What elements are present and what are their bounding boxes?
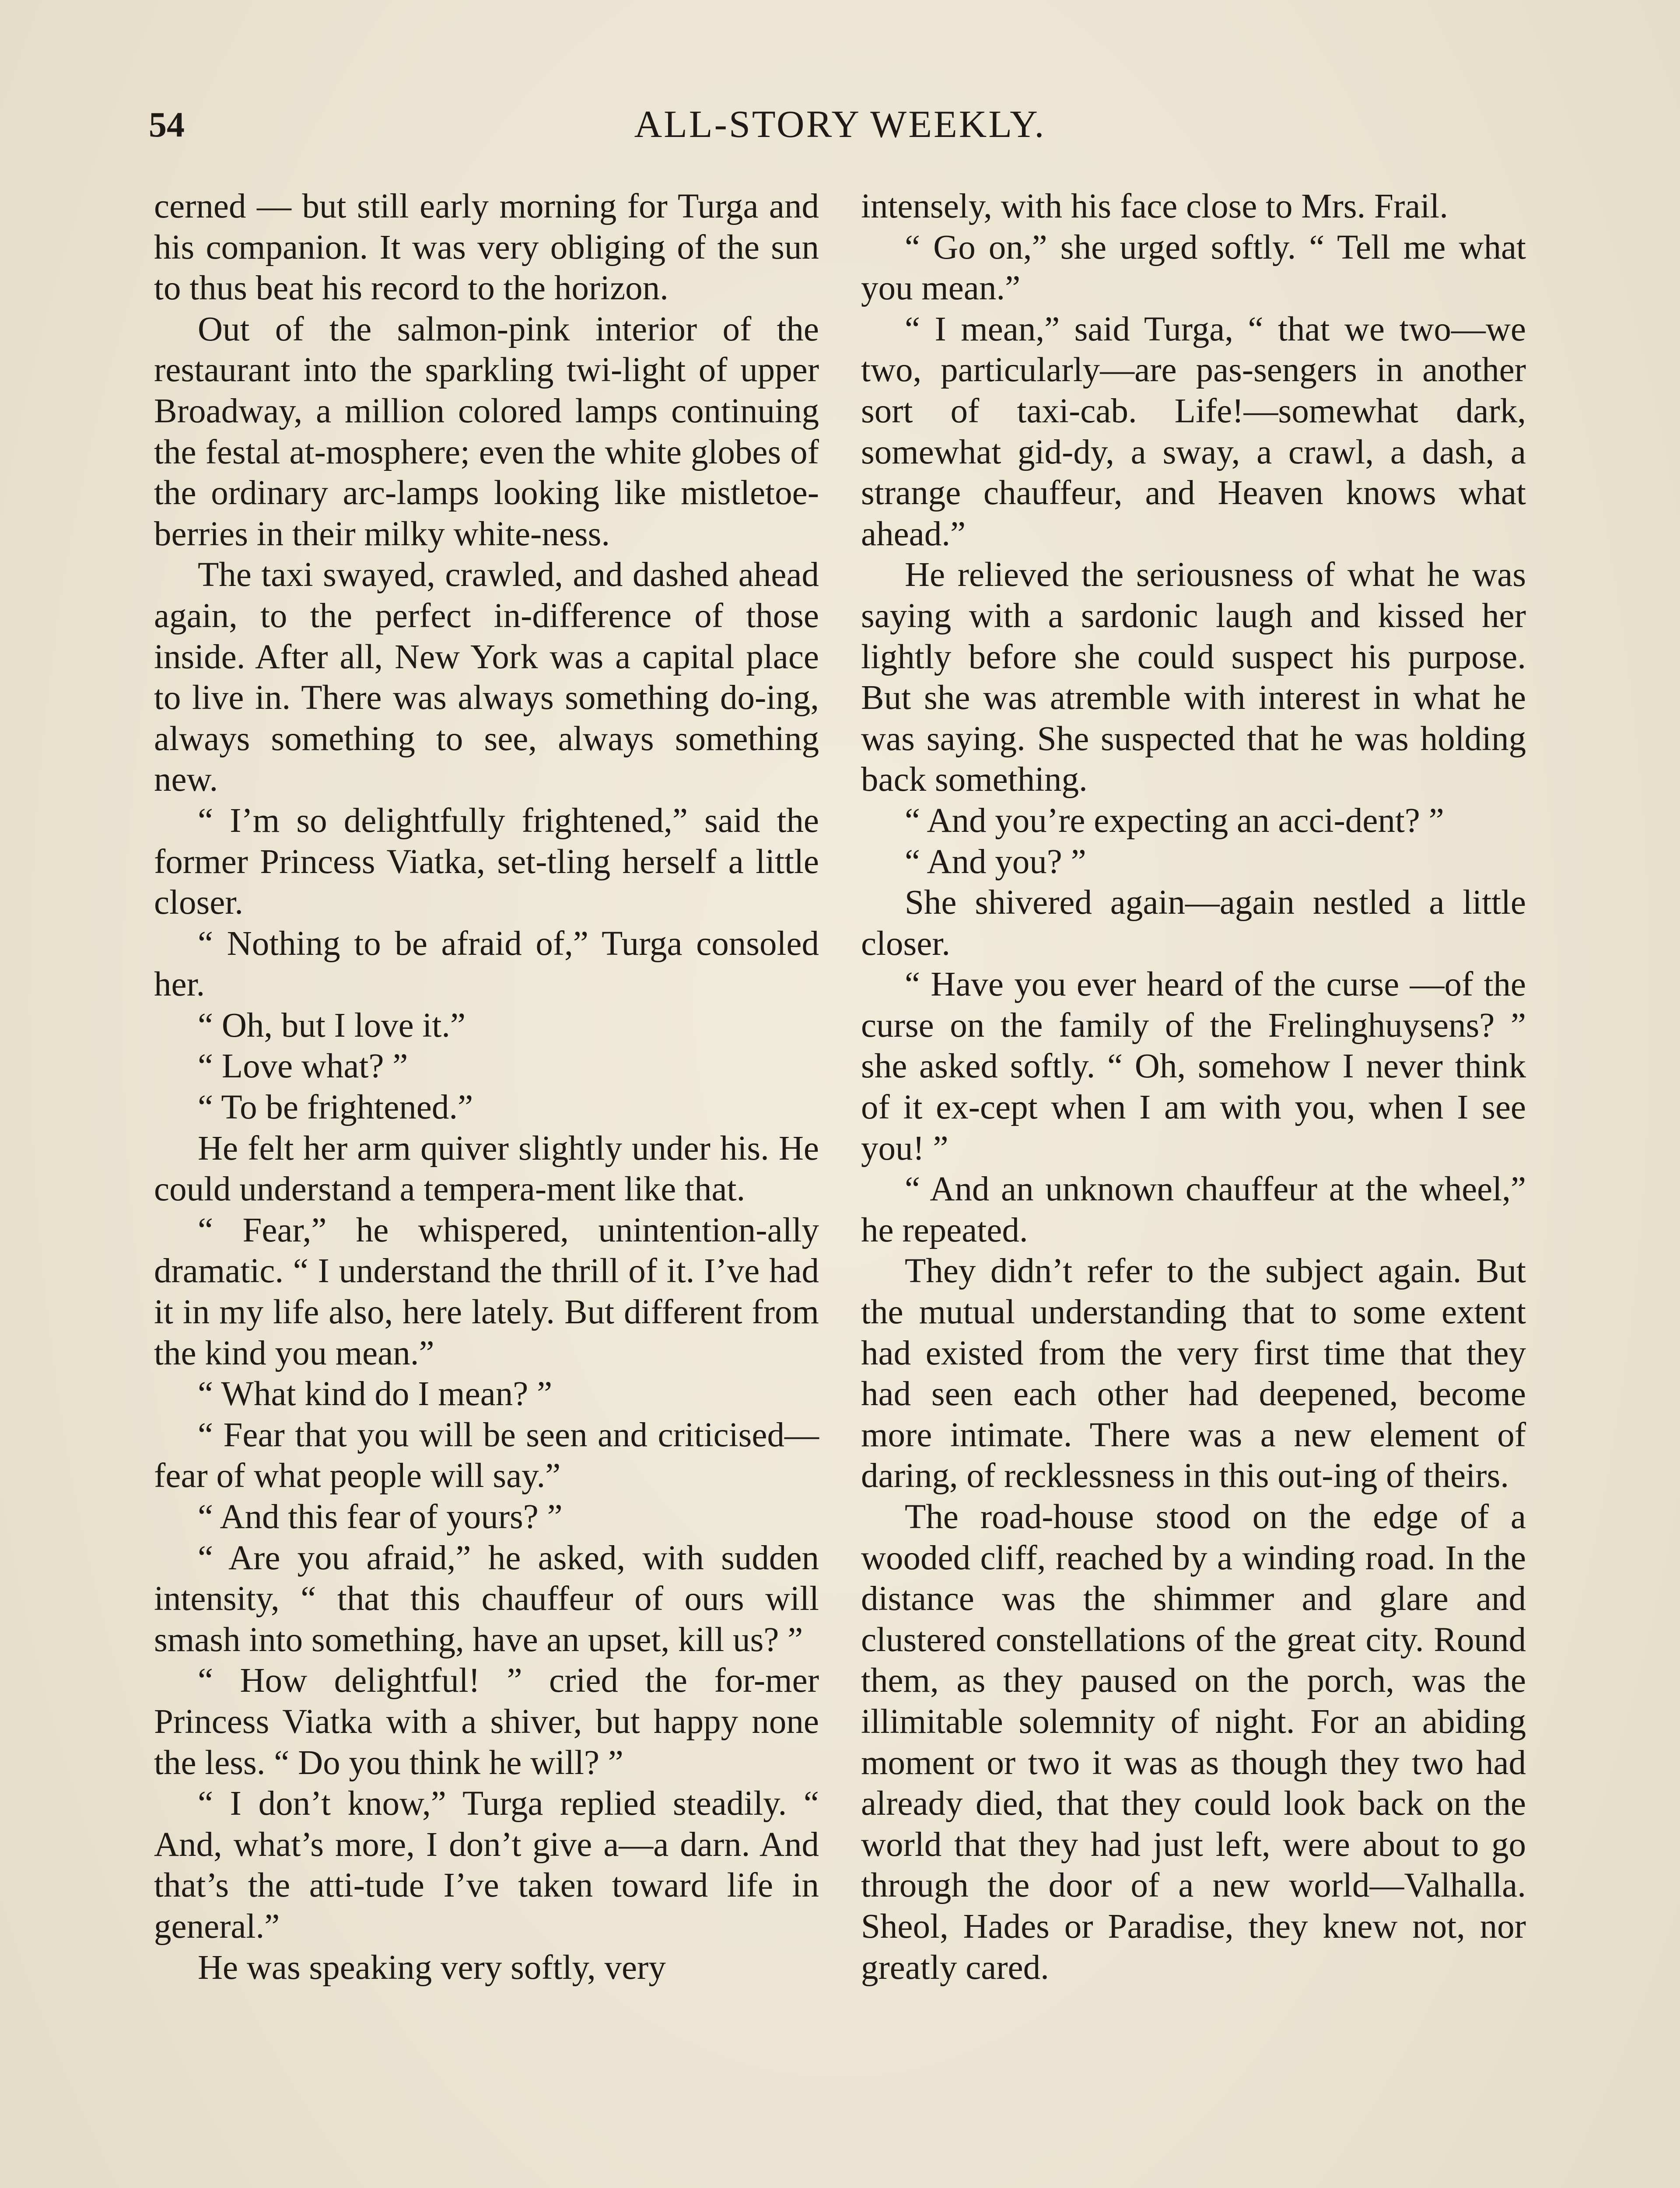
paragraph: intensely, with his face close to Mrs. Frail. bbox=[861, 187, 1448, 225]
page-header bbox=[149, 98, 1531, 151]
paragraph: She shivered again—again nestled a little closer. bbox=[861, 884, 1526, 963]
paragraph: He felt her arm quiver slightly under his. He could understand a tempera-ment like that. bbox=[154, 1129, 819, 1209]
paragraph: cerned — but still early morning for Turga and his companion. It was very obliging of the sun to thus beat his record to the horizon. bbox=[154, 187, 819, 308]
page-number: 54 bbox=[149, 105, 185, 144]
paragraph: “ And you? ” bbox=[905, 842, 1086, 881]
paragraph: “ What kind do I mean? ” bbox=[198, 1375, 553, 1413]
paragraph: “ To be frightened.” bbox=[198, 1088, 473, 1127]
paragraph: “ Are you afraid,” he asked, with sudden intensity, “ that this chauffeur of ours will smash into something, have an upset, kill us? ” bbox=[154, 1539, 819, 1659]
right-text-column bbox=[861, 186, 1526, 2188]
paragraph: “ And you’re expecting an acci-dent? ” bbox=[905, 801, 1444, 840]
paragraph: “ Love what? ” bbox=[198, 1047, 408, 1086]
running-title: ALL-STORY WEEKLY. bbox=[634, 103, 1046, 146]
paragraph: “ I don’t know,” Turga replied steadily. “ And, what’s more, I don’t give a—a darn. And that’s the atti-tude I’ve taken toward life in general.” bbox=[154, 1785, 819, 1946]
paragraph: The road-house stood on the edge of a wooded cliff, reached by a winding road. In the distance was the shimmer and glare and clustered constellations of the great city. Round them, as they paused on the porch, was the illimitable solemnity of night. For an abiding moment or two it was as though they two had already died, that they could look back on the world that they had just left, were about to go through the door of a new world—Valhalla. Sheol, Hades or Paradise, they knew not, nor greatly cared. bbox=[861, 1498, 1526, 1987]
paragraph: Out of the salmon-pink interior of the restaurant into the sparkling twi-light of upper Broadway, a million colored lamps continuing the festal at-mosphere; even the white globes of the ordinary arc-lamps looking like mistletoe-berries in their milky white-ness. bbox=[154, 310, 819, 553]
paragraph: “ I’m so delightfully frightened,” said the former Princess Viatka, set-tling herself a little closer. bbox=[154, 801, 819, 922]
paragraph: “ Have you ever heard of the curse —of the curse on the family of the Frelinghuysens? ” she asked softly. “ Oh, somehow I never think of it ex-cept when I am with you, when I see you! ” bbox=[861, 965, 1526, 1168]
paragraph: They didn’t refer to the subject again. But the mutual understanding that to some extent had existed from the very first time that they had seen each other had deepened, become more intimate. There was a new element of daring, of recklessness in this out-ing of theirs. bbox=[861, 1252, 1526, 1495]
paragraph: He relieved the seriousness of what he was saying with a sardonic laugh and kissed her lightly before she could suspect his purpose. But she was atremble with interest in what he was saying. She suspected that he was holding back something. bbox=[861, 556, 1526, 799]
paragraph: “ And this fear of yours? ” bbox=[198, 1498, 563, 1536]
paragraph: “ And an unknown chauffeur at the wheel,” he repeated. bbox=[861, 1170, 1526, 1249]
paragraph: “ Fear that you will be seen and criticised—fear of what people will say.” bbox=[154, 1416, 819, 1495]
paragraph: “ Fear,” he whispered, unintention-ally dramatic. “ I understand the thrill of it. I’ve had it in my life also, here lately. But different from the kind you mean.” bbox=[154, 1211, 819, 1372]
paragraph: “ Nothing to be afraid of,” Turga consoled her. bbox=[154, 924, 819, 1004]
paragraph: The taxi swayed, crawled, and dashed ahead again, to the perfect in-difference of those inside. After all, New York was a capital place to live in. There was always something do-ing, always something to see, always something new. bbox=[154, 556, 819, 799]
paragraph: “ I mean,” said Turga, “ that we two—we two, particularly—are pas-sengers in another sort of taxi-cab. Life!—somewhat dark, somewhat gid-dy, a sway, a crawl, a dash, a strange chauffeur, and Heaven knows what ahead.” bbox=[861, 310, 1526, 553]
paragraph: “ How delightful! ” cried the for-mer Princess Viatka with a shiver, but happy none the less. “ Do you think he will? ” bbox=[154, 1662, 819, 1782]
left-text-column bbox=[154, 186, 819, 2188]
paragraph: “ Oh, but I love it.” bbox=[198, 1006, 466, 1045]
paragraph: He was speaking very softly, very bbox=[198, 1948, 666, 1987]
paragraph: “ Go on,” she urged softly. “ Tell me what you mean.” bbox=[861, 228, 1526, 308]
